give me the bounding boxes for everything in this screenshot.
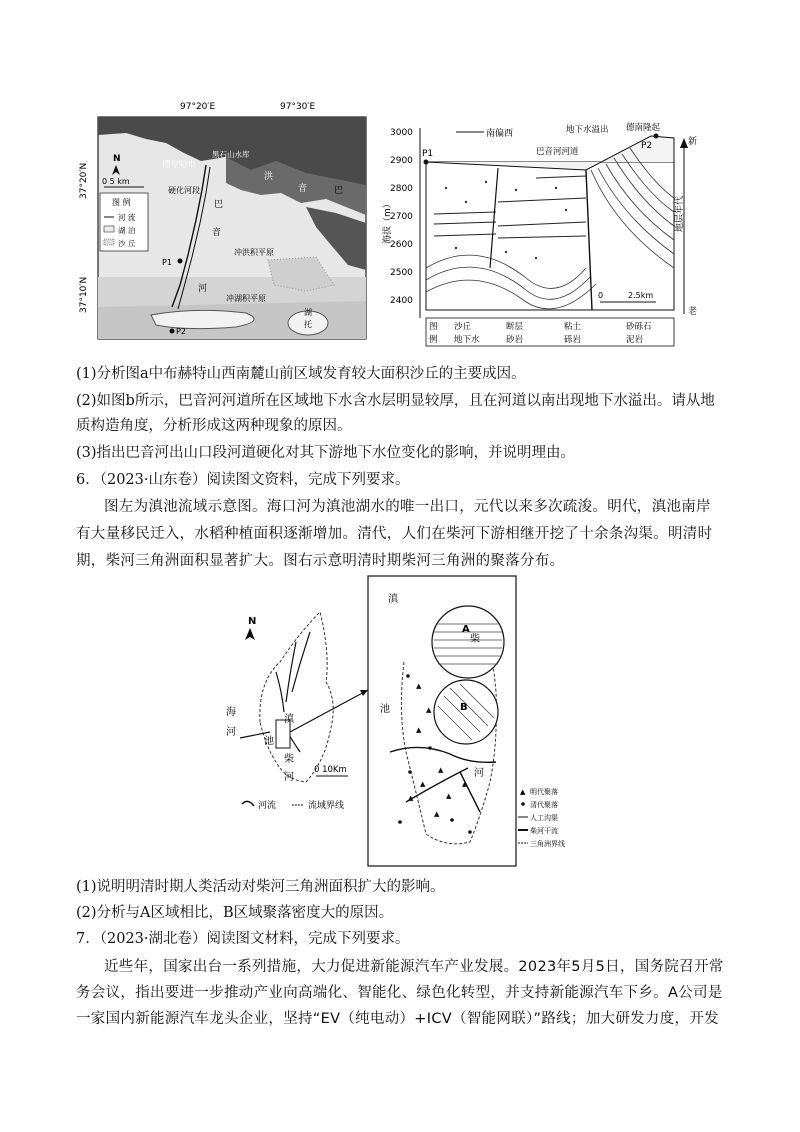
figure-a-map	[76, 95, 376, 345]
legend-ming: 明代聚落	[530, 788, 558, 796]
svg-text:▲: ▲	[434, 810, 440, 818]
p1-label: P1	[422, 149, 434, 159]
lat-label-1: 37°20′N	[79, 162, 89, 199]
lon-label-1: 97°20′E	[180, 102, 216, 112]
label-lacustrine-plain: 冲湖积平原	[226, 294, 266, 303]
axis-old: 老	[688, 307, 698, 317]
legend-fault: 断层	[506, 322, 524, 332]
label-groundwater-out: 地下水溢出	[566, 125, 609, 135]
q5-sub2-line1: (2)如图b所示，巴音河河道所在区域地下水含水层明显较厚，且在河道以南出现地下水溢出。请从地	[76, 393, 715, 409]
legend-clay: 粘土	[564, 322, 582, 332]
y-tick-2800: 2800	[390, 184, 413, 194]
label-reservoir: 黑石山水库	[212, 150, 250, 159]
q6-sub2: (2)分析与A区域相比，B区域聚落密度大的原因。	[76, 905, 394, 921]
y-tick-2400: 2400	[390, 296, 413, 306]
label-hardened: 硬化河段	[168, 186, 200, 195]
y-axis-label: 海拔（m）	[383, 199, 393, 244]
legend-river: 河 流	[118, 213, 136, 222]
north-arrow-icon	[245, 628, 255, 640]
label-region-a: A	[462, 624, 470, 635]
q6-header: 6．（2023·山东卷）阅读图文资料，完成下列要求。	[76, 472, 410, 488]
q7-header: 7．（2023·湖北卷）阅读图文材料，完成下列要求。	[76, 931, 410, 947]
scale-zero: 0	[598, 291, 604, 300]
legend-gravel: 砂砾石	[626, 322, 652, 332]
label-dian-r: 滇	[388, 594, 398, 605]
scale-label: 2.5km	[628, 291, 654, 300]
label-he1: 河	[226, 727, 236, 738]
label-he-r: 河	[474, 768, 484, 779]
q7-paragraph: 近些年，国家出台一系列措施，大力促进新能源汽车产业发展。2023年5月5日，国务院召开常务会议，指出要进一步推动产业向高端化、智能化、绿色化转型，并支持新能源汽车下乡。A公司是一家国内新能源汽车龙头企业，坚持“EV（纯电动）+ICV（智能网联）”路线；加大研发力度，开发	[76, 959, 724, 1027]
legend-delta: 三角洲界线	[530, 840, 565, 848]
legend-conglomerate: 砾岩	[564, 335, 582, 345]
label-denan-uplift: 德南隆起	[626, 123, 661, 133]
legend-title: 图 例	[112, 198, 131, 207]
legend-mudstone: 泥岩	[626, 335, 644, 345]
p2-label: P2	[641, 141, 653, 151]
svg-text:▲: ▲	[446, 792, 452, 800]
label-chai-r: 柴	[470, 634, 480, 645]
label-he2: 河	[284, 772, 294, 783]
svg-text:▲: ▲	[416, 682, 422, 690]
label-lake-hu: 湖	[304, 308, 312, 317]
q6-paragraph: 图左为滇池流域示意图。海口河为滇池湖水的唯一出口，元代以来多次疏浚。明代，滇池南岸有大量移民迁入，水稻种植面积逐渐增加。清代，人们在柴河下游相继开挖了十余条沟渠。明清时期，柴河三角洲面积显著扩大。图右示意明清时期柴河三角洲的聚落分布。	[76, 499, 713, 569]
axis-new: 新	[688, 137, 698, 147]
q6-sub1: (1)说明明清时期人类活动对柴河三角洲面积扩大的影响。	[76, 879, 445, 895]
svg-text:▲: ▲	[408, 794, 414, 802]
legend-boundary: 流域界线	[308, 801, 345, 811]
q5-sub1: (1)分析图a中布赫特山西南麓山前区域发育较大面积沙丘的主要成因。	[76, 366, 526, 382]
legend-mainstream: 柴河干流	[530, 827, 558, 835]
y-tick-2500: 2500	[390, 268, 413, 278]
label-p2: P2	[176, 327, 186, 336]
legend-lake: 湖 泊	[118, 226, 136, 235]
y-tick-2600: 2600	[390, 240, 413, 250]
figure-b-section	[383, 118, 702, 350]
legend-head-2: 例	[429, 335, 438, 345]
north-label: N	[248, 616, 257, 627]
svg-text:▲: ▲	[520, 788, 526, 796]
label-lake-tuo: 托	[304, 320, 312, 329]
legend-dune: 沙丘	[454, 322, 472, 332]
scale-label: 0 5 km	[102, 177, 130, 186]
lat-label-2: 37°10′N	[79, 276, 89, 313]
label-delingha: 德令哈市	[162, 160, 197, 170]
label-he: 河	[198, 284, 208, 294]
svg-text:▲: ▲	[438, 766, 444, 774]
label-chi-r: 池	[380, 704, 390, 715]
left-scale: 0 10Km	[314, 765, 347, 775]
label-yin: 音	[212, 228, 222, 238]
legend-dune: 沙 丘	[118, 239, 136, 248]
label-dian: 滇	[284, 714, 294, 725]
label-yin2: 音	[298, 184, 308, 194]
y-tick-2700: 2700	[390, 212, 413, 222]
legend-sandstone: 砂岩	[506, 335, 524, 345]
q5-sub2-line2: 质构造角度，分析形成这两种现象的原因。	[76, 418, 352, 434]
y-tick-3000: 3000	[390, 128, 413, 138]
label-hong: 洪	[264, 172, 274, 182]
axis-age: 地层年代	[675, 195, 685, 232]
legend-canal: 人工沟渠	[530, 814, 558, 822]
label-alluvial-plain: 冲洪积平原	[234, 248, 274, 257]
label-south-west: 南偏西	[486, 129, 514, 139]
legend-groundwater: 地下水	[454, 335, 480, 345]
svg-text:▲: ▲	[462, 780, 468, 788]
label-p1: P1	[162, 258, 172, 267]
figure-c-dianchi	[220, 572, 600, 870]
label-chai: 柴	[284, 754, 294, 765]
lon-label-2: 97°30′E	[280, 102, 316, 112]
north-label: N	[113, 154, 121, 164]
label-hai: 海	[226, 707, 236, 718]
label-region-b: B	[460, 702, 468, 713]
q5-sub3: (3)指出巴音河出山口段河道硬化对其下游地下水位变化的影响，并说明理由。	[76, 445, 576, 461]
svg-text:▲: ▲	[416, 726, 422, 734]
svg-text:▲: ▲	[426, 706, 432, 714]
legend-qing: 清代聚落	[530, 801, 558, 809]
svg-text:▲: ▲	[420, 780, 426, 788]
label-chi: 池	[264, 736, 274, 747]
label-ba: 巴	[214, 200, 224, 210]
legend-river: 河流	[258, 801, 277, 811]
label-bayin-channel: 巴音河河道	[536, 147, 579, 157]
legend-head-1: 图	[429, 322, 438, 332]
label-ba2: 巴	[334, 186, 344, 196]
y-tick-2900: 2900	[390, 156, 413, 166]
